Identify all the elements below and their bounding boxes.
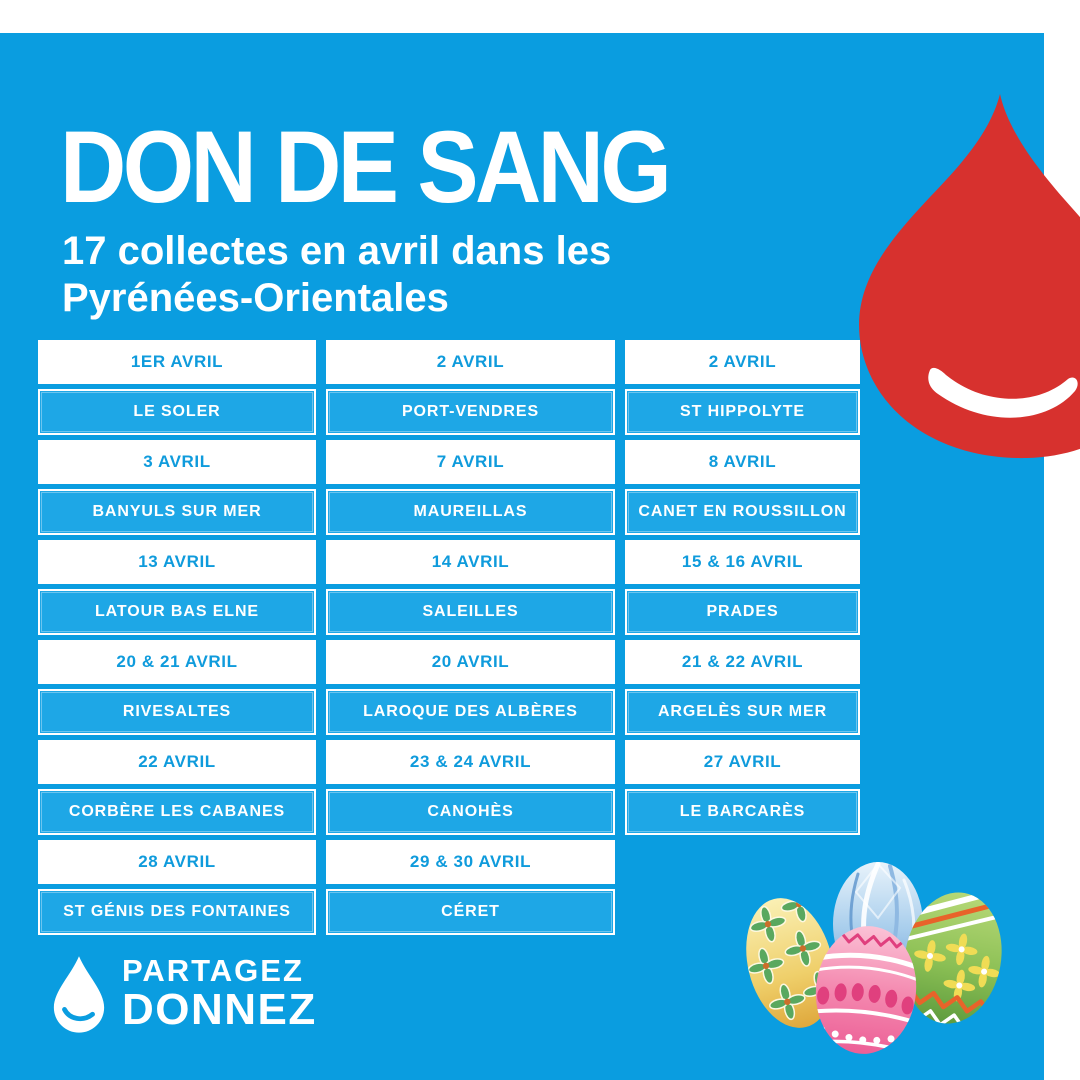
date-cell: 3 AVRIL: [38, 440, 316, 484]
page-title: DON DE SANG: [60, 110, 669, 224]
date-cell: 15 & 16 AVRIL: [625, 540, 860, 584]
date-cell: 8 AVRIL: [625, 440, 860, 484]
location-cell: CANET EN ROUSSILLON: [625, 489, 860, 535]
location-cell: LE SOLER: [38, 389, 316, 435]
location-cell: LAROQUE DES ALBÈRES: [326, 689, 615, 735]
location-cell: ST HIPPOLYTE: [625, 389, 860, 435]
water-drop-icon: [50, 953, 108, 1035]
date-cell: 22 AVRIL: [38, 740, 316, 784]
location-cell: LE BARCARÈS: [625, 789, 860, 835]
date-cell: 29 & 30 AVRIL: [326, 840, 615, 884]
date-cell: 21 & 22 AVRIL: [625, 640, 860, 684]
location-cell: RIVESALTES: [38, 689, 316, 735]
date-cell: 14 AVRIL: [326, 540, 615, 584]
location-cell: ARGELÈS SUR MER: [625, 689, 860, 735]
collection-schedule-table: [38, 340, 860, 935]
date-cell: 1ER AVRIL: [38, 340, 316, 384]
location-cell: PORT-VENDRES: [326, 389, 615, 435]
date-cell: 7 AVRIL: [326, 440, 615, 484]
date-cell: 13 AVRIL: [38, 540, 316, 584]
date-cell: 20 AVRIL: [326, 640, 615, 684]
subtitle-line-1: 17 collectes en avril dans les: [62, 228, 612, 273]
location-cell: CANOHÈS: [326, 789, 615, 835]
date-cell: 23 & 24 AVRIL: [326, 740, 615, 784]
location-cell: PRADES: [625, 589, 860, 635]
location-cell: BANYULS SUR MER: [38, 489, 316, 535]
date-cell: 2 AVRIL: [326, 340, 615, 384]
subtitle: [62, 228, 820, 322]
date-cell: 27 AVRIL: [625, 740, 860, 784]
logo-line-2: DONNEZ: [122, 984, 317, 1034]
date-cell: 2 AVRIL: [625, 340, 860, 384]
logo-text: [122, 955, 317, 1032]
blood-drop-icon: [850, 88, 1080, 460]
location-cell: LATOUR BAS ELNE: [38, 589, 316, 635]
partagez-donnez-logo: [50, 953, 317, 1035]
location-cell: CORBÈRE LES CABANES: [38, 789, 316, 835]
location-cell: SALEILLES: [326, 589, 615, 635]
poster-header: [60, 110, 820, 322]
date-cell: 20 & 21 AVRIL: [38, 640, 316, 684]
subtitle-line-2: Pyrénées-Orientales: [62, 275, 449, 320]
date-cell: 28 AVRIL: [38, 840, 316, 884]
location-cell: CÉRET: [326, 889, 615, 935]
location-cell: ST GÉNIS DES FONTAINES: [38, 889, 316, 935]
logo-line-1: PARTAGEZ: [122, 953, 304, 988]
location-cell: MAUREILLAS: [326, 489, 615, 535]
easter-eggs-illustration: [728, 848, 1028, 1070]
